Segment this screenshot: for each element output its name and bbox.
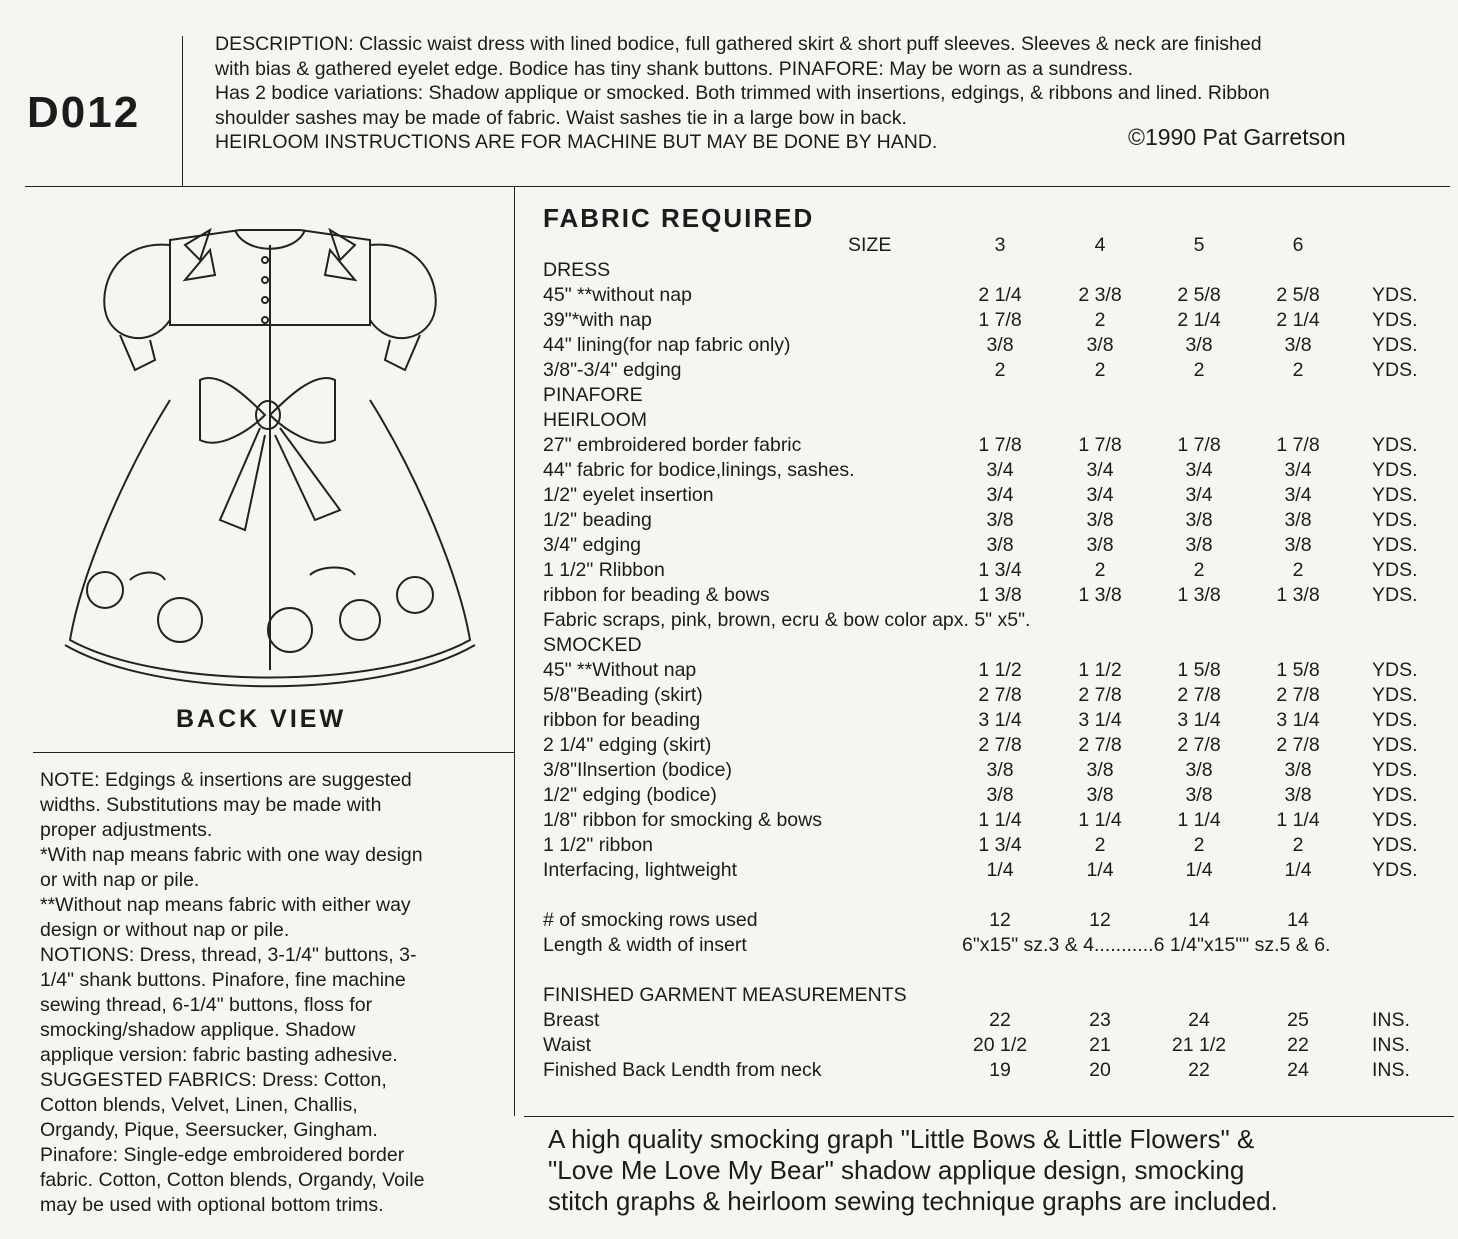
fabric-row-value: 3/8 — [1185, 334, 1213, 356]
fabric-row — [0, 284, 1458, 309]
smocking-rows-row — [0, 909, 1458, 934]
note-line: fabric. Cotton, Cotton blends, Organdy, Voile — [40, 1169, 425, 1191]
fabric-row-value: 1/4 — [986, 859, 1014, 881]
fabric-row-value: 22 — [1287, 1034, 1309, 1056]
smocking-rows-value: 14 — [1188, 909, 1210, 931]
fabric-row — [0, 584, 1458, 609]
fabric-row-value: 1 3/8 — [978, 584, 1022, 606]
fabric-row-value: 2 7/8 — [978, 734, 1022, 756]
fabric-row — [0, 359, 1458, 384]
fabric-row-unit: YDS. — [1372, 684, 1418, 706]
fabric-row-value: 3/4 — [986, 484, 1014, 506]
size-value: 3 — [994, 234, 1006, 256]
fabric-row-unit: YDS. — [1372, 784, 1418, 806]
fabric-row-value: 3/8 — [1284, 759, 1312, 781]
fabric-row-value: 3/4 — [1185, 459, 1213, 481]
smocking-rows-value: 14 — [1287, 909, 1309, 931]
dress-heading-text: DRESS — [543, 259, 611, 281]
fabric-row — [0, 459, 1458, 484]
fabric-row-unit: YDS. — [1372, 509, 1418, 531]
size-value: 6 — [1292, 234, 1304, 256]
fabric-row-value: 3/4 — [1284, 484, 1312, 506]
fabric-required-title: FABRIC REQUIRED — [543, 203, 815, 233]
fabric-row — [0, 784, 1458, 809]
insert-row — [0, 934, 1458, 959]
fabric-row-value: 20 — [1089, 1059, 1111, 1081]
fabric-row-value: 2 1/4 — [1177, 309, 1221, 331]
fabric-row-unit: YDS. — [1372, 559, 1418, 581]
measurements-heading — [0, 984, 1458, 1009]
fabric-row-value: 22 — [989, 1009, 1011, 1031]
fabric-row-unit: INS. — [1372, 1059, 1410, 1081]
footer-note — [548, 1124, 1448, 1217]
note-line: NOTIONS: Dress, thread, 3-1/4" buttons, 3- — [40, 944, 417, 966]
fabric-row-value: 2 7/8 — [1276, 734, 1320, 756]
fabric-row — [0, 859, 1458, 884]
footer-line: "Love Me Love My Bear" shadow applique design, smocking — [548, 1155, 1245, 1185]
footer-top-rule — [524, 1116, 1454, 1117]
fabric-row-value: 3/8 — [986, 509, 1014, 531]
fabric-row-unit: YDS. — [1372, 459, 1418, 481]
fabric-row-label: 2 1/4" edging (skirt) — [543, 734, 712, 756]
fabric-row-value: 3/8 — [986, 784, 1014, 806]
fabric-row — [0, 759, 1458, 784]
note-line: 1/4" shank buttons. Pinafore, fine machine — [40, 969, 406, 991]
fabric-row-value: 1 7/8 — [978, 434, 1022, 456]
fabric-row-value: 2 — [1193, 359, 1205, 381]
description-line: shoulder sashes may be made of fabric. Waist sashes tie in a large bow in back. — [215, 106, 907, 129]
fabric-row-value: 3/4 — [986, 459, 1014, 481]
fabric-row-value: 20 1/2 — [972, 1034, 1028, 1056]
fabric-row-value: 21 1/2 — [1171, 1034, 1227, 1056]
fabric-row-value: 3/8 — [1086, 509, 1114, 531]
fabric-row-value: 1/4 — [1185, 859, 1213, 881]
fabric-row-value: 24 — [1188, 1009, 1210, 1031]
fabric-row-value: 1 3/8 — [1276, 584, 1320, 606]
pattern-number: D012 — [27, 88, 141, 137]
fabric-row-value: 1 1/2 — [1078, 659, 1122, 681]
fabric-row-label: 1/2" beading — [543, 509, 652, 531]
fabric-row-label: 45" **Without nap — [543, 659, 697, 681]
fabric-row — [0, 659, 1458, 684]
note-line: *With nap means fabric with one way design — [40, 844, 423, 866]
fabric-row — [0, 834, 1458, 859]
fabric-row-value: 2 7/8 — [1177, 734, 1221, 756]
fabric-row — [0, 434, 1458, 459]
fabric-row-unit: YDS. — [1372, 284, 1418, 306]
smocked-heading-text: SMOCKED — [543, 634, 642, 656]
fabric-row-value: 3/8 — [1284, 784, 1312, 806]
pinafore-heading — [0, 384, 1458, 409]
note-line: smocking/shadow applique. Shadow — [40, 1019, 356, 1041]
fabric-row-value: 3/8 — [1086, 334, 1114, 356]
note-line: sewing thread, 6-1/4" buttons, floss for — [40, 994, 373, 1016]
fabric-row-value: 2 7/8 — [1078, 684, 1122, 706]
fabric-row-value: 3/8 — [1185, 784, 1213, 806]
pinafore-heading-text: PINAFORE — [543, 384, 643, 406]
fabric-row-unit: YDS. — [1372, 534, 1418, 556]
fabric-row — [0, 734, 1458, 759]
fabric-row-value: 2 — [994, 359, 1006, 381]
fabric-row-value: 1 5/8 — [1177, 659, 1221, 681]
fabric-row-value: 2 7/8 — [1276, 684, 1320, 706]
fabric-row-label: 44" lining(for nap fabric only) — [543, 334, 791, 356]
fabric-row-unit: YDS. — [1372, 434, 1418, 456]
fabric-row-value: 1/4 — [1284, 859, 1312, 881]
note-line: or with nap or pile. — [40, 869, 200, 891]
fabric-row-value: 2 3/8 — [1078, 284, 1122, 306]
fabric-row-value: 1 3/4 — [978, 834, 1022, 856]
fabric-row-unit: YDS. — [1372, 309, 1418, 331]
fabric-row-value: 25 — [1287, 1009, 1309, 1031]
insert-label: Length & width of insert — [543, 934, 747, 956]
fabric-row-value: 1 5/8 — [1276, 659, 1320, 681]
note-line: NOTE: Edgings & insertions are suggested — [40, 769, 412, 791]
fabric-row-value: 1 1/4 — [978, 809, 1022, 831]
fabric-row-unit: YDS. — [1372, 759, 1418, 781]
fabric-row-label: Finished Back Lendth from neck — [543, 1059, 822, 1081]
description-line: with bias & gathered eyelet edge. Bodice has tiny shank buttons. PINAFORE: May be worn as a sundress. — [215, 57, 1134, 80]
smocking-rows-value: 12 — [989, 909, 1011, 931]
heirloom-heading — [0, 409, 1458, 434]
fabric-row-unit: YDS. — [1372, 584, 1418, 606]
fabric-row-label: Interfacing, lightweight — [543, 859, 738, 881]
fabric-row-unit: YDS. — [1372, 734, 1418, 756]
fabric-row-value: 2 5/8 — [1276, 284, 1320, 306]
fabric-row-value: 3/8 — [1284, 334, 1312, 356]
fabric-row-value: 2 — [1292, 834, 1304, 856]
fabric-row-value: 2 7/8 — [1177, 684, 1221, 706]
fabric-row — [0, 484, 1458, 509]
fabric-row-value: 3/8 — [986, 759, 1014, 781]
fabric-row-unit: YDS. — [1372, 659, 1418, 681]
note-line: widths. Substitutions may be made with — [40, 794, 382, 816]
fabric-row-value: 3/8 — [1086, 759, 1114, 781]
description-line: Has 2 bodice variations: Shadow applique or smocked. Both trimmed with insertions, edgings, & ribbons and lined. Ribbon — [215, 82, 1270, 104]
fabric-row — [0, 1009, 1458, 1034]
size-value: 4 — [1094, 234, 1106, 256]
fabric-row-label: 1/8" ribbon for smocking & bows — [543, 809, 822, 831]
scraps-row — [0, 609, 1458, 634]
fabric-row-label: 5/8"Beading (skirt) — [543, 684, 703, 706]
fabric-row-unit: YDS. — [1372, 809, 1418, 831]
size-header-row — [0, 234, 1458, 259]
fabric-row-value: 1 1/4 — [1276, 809, 1320, 831]
note-line: Organdy, Pique, Seersucker, Gingham. — [40, 1119, 378, 1141]
fabric-row — [0, 684, 1458, 709]
fabric-row-value: 3 1/4 — [1078, 709, 1122, 731]
fabric-row — [0, 509, 1458, 534]
fabric-row-value: 3/8 — [1086, 784, 1114, 806]
fabric-row — [0, 559, 1458, 584]
fabric-row-value: 3/8 — [986, 334, 1014, 356]
fabric-row-value: 1 3/4 — [978, 559, 1022, 581]
fabric-row-label: 3/8"Ilnsertion (bodice) — [543, 759, 733, 781]
smocked-heading — [0, 634, 1458, 659]
fabric-row-value: 3/4 — [1185, 484, 1213, 506]
fabric-row-label: 44" fabric for bodice,linings, sashes. — [543, 459, 855, 481]
fabric-row-unit: YDS. — [1372, 834, 1418, 856]
fabric-row-value: 3/4 — [1284, 459, 1312, 481]
fabric-row-value: 2 — [1094, 559, 1106, 581]
fabric-row-unit: INS. — [1372, 1009, 1410, 1031]
heirloom-heading-text: HEIRLOOM — [543, 409, 648, 431]
fabric-row-value: 19 — [989, 1059, 1011, 1081]
fabric-row-value: 1 1/4 — [1078, 809, 1122, 831]
fabric-row-label: 3/8"-3/4" edging — [543, 359, 682, 381]
fabric-row-value: 3/4 — [1086, 459, 1114, 481]
fabric-row-value: 22 — [1188, 1059, 1210, 1081]
fabric-row-value: 2 — [1193, 834, 1205, 856]
fabric-row-value: 3/8 — [1185, 759, 1213, 781]
note-line: **Without nap means fabric with either way — [40, 894, 411, 916]
scraps-text: Fabric scraps, pink, brown, ecru & bow color apx. 5" x5". — [543, 609, 1031, 631]
fabric-row-unit: YDS. — [1372, 484, 1418, 506]
header-bottom-rule — [25, 186, 1450, 187]
fabric-row-value: 3/8 — [1284, 509, 1312, 531]
fabric-row-value: 1 3/8 — [1177, 584, 1221, 606]
note-line: proper adjustments. — [40, 819, 213, 841]
fabric-row — [0, 1059, 1458, 1084]
fabric-row-value: 1 7/8 — [1177, 434, 1221, 456]
fabric-row-value: 21 — [1089, 1034, 1111, 1056]
fabric-row-label: 1/2" edging (bodice) — [543, 784, 717, 806]
description-line: HEIRLOOM INSTRUCTIONS ARE FOR MACHINE BUT MAY BE DONE BY HAND. — [215, 131, 938, 153]
fabric-row — [0, 309, 1458, 334]
fabric-row-value: 3/8 — [1185, 534, 1213, 556]
fabric-row-value: 1 7/8 — [1078, 434, 1122, 456]
note-line: applique version: fabric basting adhesive. — [40, 1044, 398, 1066]
fabric-row-value: 3/4 — [1086, 484, 1114, 506]
note-line: SUGGESTED FABRICS: Dress: Cotton, — [40, 1069, 387, 1091]
back-view-label: BACK VIEW — [176, 705, 347, 733]
fabric-row-unit: YDS. — [1372, 859, 1418, 881]
fabric-row-value: 2 1/4 — [1276, 309, 1320, 331]
fabric-row-value: 2 — [1094, 834, 1106, 856]
fabric-row-value: 1 3/8 — [1078, 584, 1122, 606]
fabric-row-value: 1 7/8 — [978, 309, 1022, 331]
fabric-row — [0, 709, 1458, 734]
fabric-row — [0, 334, 1458, 359]
fabric-row-value: 1 1/4 — [1177, 809, 1221, 831]
fabric-row-label: 3/4" edging — [543, 534, 642, 556]
fabric-row-value: 3 1/4 — [1276, 709, 1320, 731]
fabric-row-value: 3/8 — [986, 534, 1014, 556]
fabric-row-value: 2 1/4 — [978, 284, 1022, 306]
fabric-row-label: 27" embroidered border fabric — [543, 434, 802, 456]
fabric-row-value: 2 — [1193, 559, 1205, 581]
fabric-row — [0, 809, 1458, 834]
fabric-row-label: ribbon for beading & bows — [543, 584, 770, 606]
fabric-row-unit: YDS. — [1372, 334, 1418, 356]
fabric-row-value: 24 — [1287, 1059, 1309, 1081]
fabric-row — [0, 1034, 1458, 1059]
footer-line: A high quality smocking graph "Little Bows & Little Flowers" & — [548, 1124, 1255, 1154]
fabric-row-value: 2 5/8 — [1177, 284, 1221, 306]
size-label: SIZE — [848, 234, 892, 256]
fabric-row-value: 2 — [1094, 359, 1106, 381]
fabric-row-value: 2 — [1292, 559, 1304, 581]
fabric-row-value: 1 1/2 — [978, 659, 1022, 681]
fabric-row-value: 2 — [1094, 309, 1106, 331]
fabric-row-value: 3 1/4 — [978, 709, 1022, 731]
fabric-row-label: 1 1/2" ribbon — [543, 834, 653, 856]
smocking-rows-label: # of smocking rows used — [543, 909, 758, 931]
fabric-row-unit: YDS. — [1372, 709, 1418, 731]
size-value: 5 — [1193, 234, 1205, 256]
fabric-row-value: 1/4 — [1086, 859, 1114, 881]
fabric-row-label: 45" **without nap — [543, 284, 692, 306]
fabric-row-value: 2 7/8 — [1078, 734, 1122, 756]
fabric-row-value: 3/8 — [1284, 534, 1312, 556]
copyright: ©1990 Pat Garretson — [1128, 124, 1346, 150]
fabric-row-label: Waist — [543, 1034, 592, 1056]
fabric-row-value: 2 — [1292, 359, 1304, 381]
description-line: DESCRIPTION: Classic waist dress with lined bodice, full gathered skirt & short puff sleeves. Sleeves & neck are finished — [215, 33, 1262, 55]
fabric-row-value: 2 7/8 — [978, 684, 1022, 706]
smocking-rows-value: 12 — [1089, 909, 1111, 931]
fabric-row-label: ribbon for beading — [543, 709, 701, 731]
note-line: Cotton blends, Velvet, Linen, Challis, — [40, 1094, 358, 1116]
fabric-row-label: Breast — [543, 1009, 600, 1031]
insert-value: 6"x15" sz.3 & 4...........6 1/4"x15"" sz.5 & 6. — [962, 934, 1331, 956]
note-line: Pinafore: Single-edge embroidered border — [40, 1144, 405, 1166]
fabric-row-value: 3 1/4 — [1177, 709, 1221, 731]
fabric-row-label: 1 1/2" Rlibbon — [543, 559, 665, 581]
header-divider — [182, 36, 183, 186]
fabric-row-value: 1 7/8 — [1276, 434, 1320, 456]
fabric-row — [0, 534, 1458, 559]
fabric-row-unit: INS. — [1372, 1034, 1410, 1056]
fabric-row-label: 39"*with nap — [543, 309, 652, 331]
note-line: design or without nap or pile. — [40, 919, 290, 941]
dress-heading — [0, 259, 1458, 284]
fabric-row-value: 23 — [1089, 1009, 1111, 1031]
note-line: may be used with optional bottom trims. — [40, 1194, 384, 1216]
measurements-heading-text: FINISHED GARMENT MEASUREMENTS — [543, 984, 907, 1006]
fabric-row-label: 1/2" eyelet insertion — [543, 484, 714, 506]
footer-line: stitch graphs & heirloom sewing technique graphs are included. — [548, 1186, 1278, 1216]
fabric-row-value: 3/8 — [1185, 509, 1213, 531]
fabric-row-value: 3/8 — [1086, 534, 1114, 556]
fabric-row-unit: YDS. — [1372, 359, 1418, 381]
